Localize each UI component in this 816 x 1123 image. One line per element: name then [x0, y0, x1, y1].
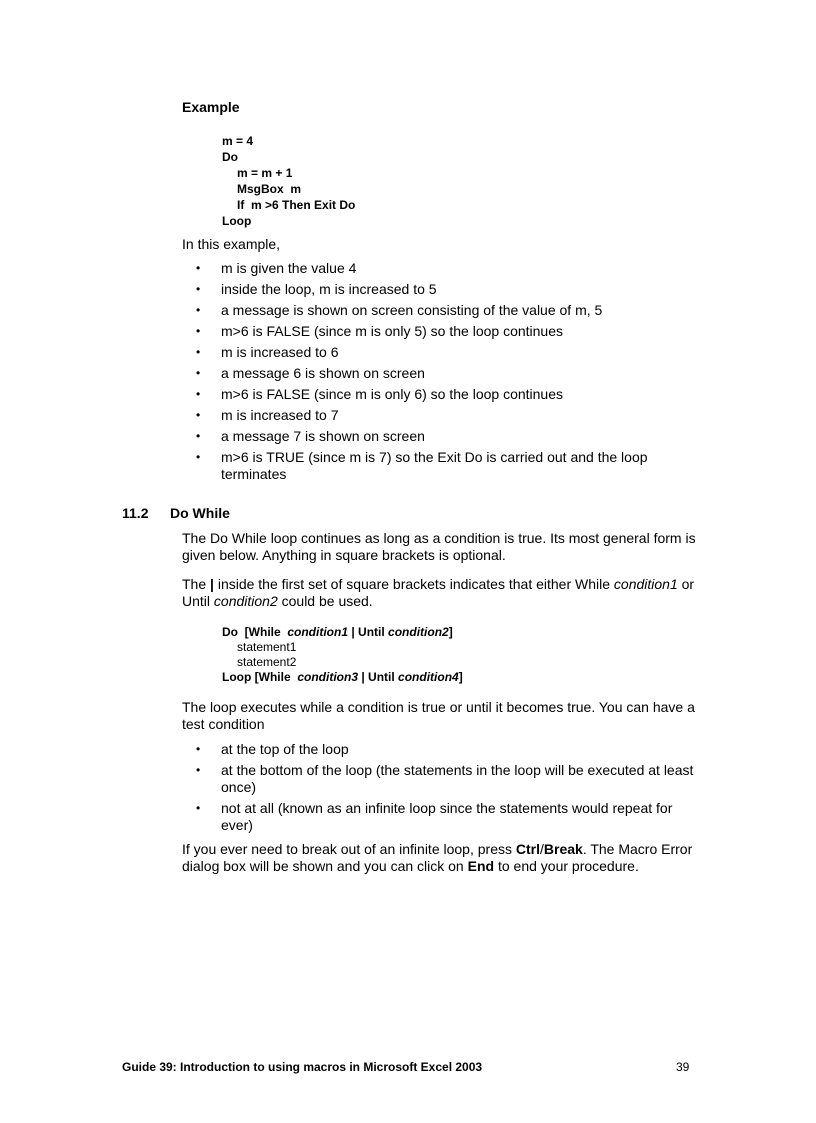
bullet-icon: •	[196, 763, 201, 777]
list-item: • m>6 is FALSE (since m is only 5) so the loop continues	[196, 323, 563, 339]
code-line: statement1	[237, 640, 297, 654]
bullet-icon: •	[196, 742, 201, 756]
code-line: m = m + 1	[237, 166, 293, 180]
code-line: If m >6 Then Exit Do	[237, 198, 356, 212]
bullet-icon: •	[196, 303, 201, 317]
bullet-icon: •	[196, 261, 201, 275]
footer-title: Guide 39: Introduction to using macros in Microsoft Excel 2003	[122, 1060, 483, 1074]
example-heading: Example	[182, 99, 240, 115]
bullet-icon: •	[196, 345, 201, 359]
example-bullet-list	[182, 260, 702, 487]
list-item: • m is given the value 4	[196, 260, 357, 276]
list-item: • m is increased to 6	[196, 344, 339, 360]
list-item: • m is increased to 7	[196, 407, 339, 423]
section-paragraph-2: The | inside the first set of square brackets indicates that either While condition1 or Until condition2 could be used.	[182, 576, 695, 609]
bullet-icon: •	[196, 282, 201, 296]
bullet-icon: •	[196, 387, 201, 401]
section-paragraph-1: The Do While loop continues as long as a condition is true. Its most general form is given below. Anything in square brackets is optional.	[182, 530, 696, 563]
list-item: • at the bottom of the loop (the statements in the loop will be executed at least once)	[196, 762, 694, 795]
list-item: • m>6 is FALSE (since m is only 6) so the loop continues	[196, 386, 563, 402]
bullet-icon: •	[196, 450, 201, 464]
code-line: m = 4	[222, 134, 254, 148]
code-line: MsgBox m	[237, 182, 302, 196]
section-paragraph-4: If you ever need to break out of an infinite loop, press Ctrl/Break. The Macro Error dialog box will be shown and you can click on End to end your procedure.	[182, 841, 693, 874]
section-number: 11.2	[122, 505, 149, 521]
list-item: • not at all (known as an infinite loop since the statements would repeat for ever)	[196, 800, 673, 833]
code-line: Do	[222, 150, 238, 164]
code-line: Do [While condition1 | Until condition2]	[222, 625, 453, 639]
example-intro: In this example,	[182, 236, 281, 252]
list-item: • m>6 is TRUE (since m is 7) so the Exit Do is carried out and the loop terminates	[196, 449, 648, 482]
code-line: Loop	[222, 214, 252, 228]
list-item: • a message 7 is shown on screen	[196, 428, 425, 444]
page-number: 39	[676, 1060, 690, 1074]
bullet-icon: •	[196, 408, 201, 422]
section-paragraph-3: The loop executes while a condition is true or until it becomes true. You can have a test condition	[182, 699, 695, 732]
example-code-block	[222, 133, 355, 229]
bullet-icon: •	[196, 801, 201, 815]
bullet-icon: •	[196, 366, 201, 380]
condition-bullet-list	[182, 741, 702, 838]
bullet-icon: •	[196, 429, 201, 443]
bullet-icon: •	[196, 324, 201, 338]
list-item: • a message 6 is shown on screen	[196, 365, 425, 381]
code-line: Loop [While condition3 | Until condition4]	[222, 670, 463, 684]
list-item: • a message is shown on screen consisting of the value of m, 5	[196, 302, 603, 318]
code-line: statement2	[237, 655, 297, 669]
list-item: • at the top of the loop	[196, 741, 349, 757]
list-item: • inside the loop, m is increased to 5	[196, 281, 437, 297]
syntax-code-block	[222, 625, 463, 685]
section-title: Do While	[170, 505, 230, 521]
